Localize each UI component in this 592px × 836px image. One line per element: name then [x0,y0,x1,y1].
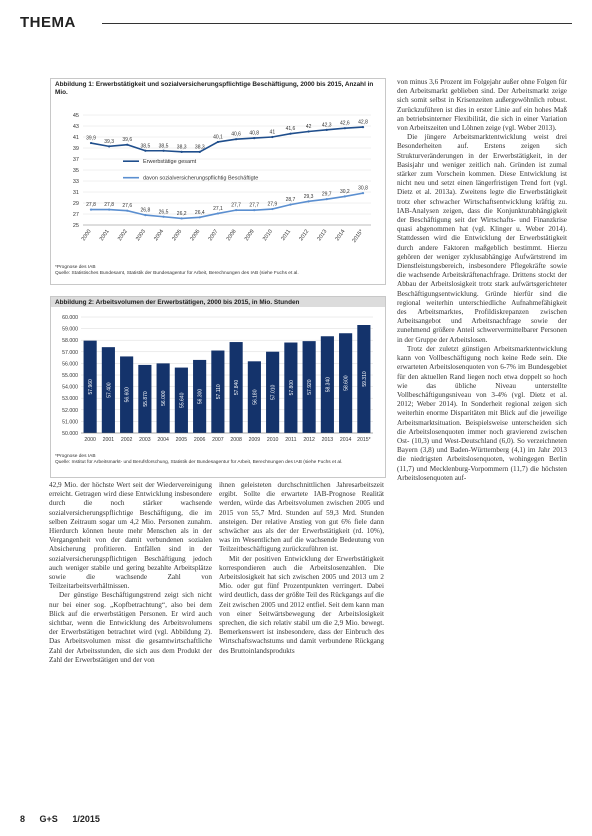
x-tick-label: 2003 [139,437,151,443]
figure-1-title: Abbildung 1: Erwerbstätigkeit und sozialversicherungspflichtige Beschäftigung, 2000 bis 2015, Anzahl in Mio. [55,81,374,96]
data-label: 27,8 [104,202,115,209]
data-label: 40,6 [231,131,241,138]
y-tick-label: 59.000 [62,326,78,333]
x-tick-label: 2003 [135,228,148,243]
data-label: 39,6 [122,137,133,144]
x-tick-label: 2000 [80,228,93,243]
journal-name: G+S [39,814,58,824]
x-tick-label: 2011 [280,228,293,242]
data-label: 42,8 [358,119,368,126]
x-tick-label: 2005 [171,228,184,243]
y-tick-label: 54.000 [62,384,78,391]
x-tick-label: 2014 [339,437,352,443]
data-label: 28,7 [285,197,296,204]
page-header [20,14,575,31]
data-label: 40,1 [213,134,223,141]
x-tick-label: 2001 [98,228,111,243]
bar-value-label: 58.340 [325,376,332,393]
text-column-right [397,78,567,483]
data-point [108,145,110,147]
data-point [108,209,110,211]
paragraph: Die jüngere Arbeitsmarktentwicklung weist drei Besonderheiten auf. Erstens zeigen sich Strukturveränderungen in der Erwerbstätigkeit, in der Basisjahr und weniger zeitlich nah. Gründen ist zumal stärker zum Vorschein kommen. Diese Entwicklung ist nicht neu und setzt einen längerfristigen Trend fort (vgl. Dietz et al. 2013a). Zweitens legte die Erwerbstätigkeit trotz eher schwacher Wirtschaftsentwicklung kräftig zu. IAB-Analysen zeigen, dass die Konjunkturabhängigkeit der Beschäftigung seit der Wirtschafts- und Finanzkrise quasi abgenommen hat (vgl. Klinger u. Weber 2014). Stattdessen wird die Entwicklung der Erwerbstätigkeit durch andere Faktoren maßgeblich bestimmt. Hierzu gehören der weniger zyklusabhängige Aufwärtstrend im Dienstleistungsbereich, insbesondere Pflegekräfte sowie die wachsende Arbeitskräftenachfrage. Drittens stockt der Abbau der Arbeitslosigkeit trotz stark aufwärtsgerichteter Beschäftigungsentwicklung. Gründe hierfür sind die regional weiterhin unterschiedliche Aufnahmefähigkeit des Arbeitsmarktes, Profildiskrepanzen zwischen Arbeitsangebot und Arbeitsnachfrage sowie der zunehmend größere Anteil schwervermittelbarer Personen in der Gruppe der Arbeitslosen. [397,133,567,344]
x-tick-label: 2013 [321,437,334,443]
data-label: 42,6 [339,120,350,127]
figure-2-title: Abbildung 2: Arbeitsvolumen der Erwerbstätigen, 2000 bis 2015, in Mio. Stunden [51,297,385,307]
data-point [144,150,146,152]
data-point [144,214,146,216]
data-point [181,151,183,153]
bar-value-label: 57.840 [234,379,241,396]
data-label: 27,8 [86,202,96,209]
paragraph: 42,9 Mio. der höchste Wert seit der Wiedervereinigung erreicht. Getragen wird diese Entwicklung insbesondere durch die noch stärker wachsende sozialversicherungspflichtige Beschäftigung, die im selben Zeitraum sogar um 4,2 Mio. Personen zunahm. Hierdurch können heute mehr Menschen als in der Vergangenheit von der damit verbundenen sozialen Absicherung profitieren. Entfällen sind in der sozialversicherungspflichtigen Beschäftigung jedoch auch weniger stabile und gering bezahlte Arbeitsplätze sowie die wachsende Zahl von Teilzeitarbeitsverhältnissen. [49,481,212,591]
bar-value-label: 57.110 [215,384,222,400]
x-tick-label: 2010 [262,228,274,243]
x-tick-label: 2007 [212,437,224,443]
x-tick-label: 2012 [298,228,311,243]
y-tick-label: 57.000 [62,349,78,356]
data-label: 26,4 [194,209,205,216]
data-label: 29,3 [303,193,314,200]
bar-chart [51,307,385,449]
data-label: 30,8 [358,185,368,192]
x-tick-label: 2001 [102,437,115,443]
data-label: 27,7 [231,202,241,209]
y-tick-label: 51.000 [62,419,78,426]
data-point [126,144,128,146]
y-tick-label: 31 [72,190,79,196]
data-label: 41 [269,129,276,136]
data-point [344,127,346,129]
y-tick-label: 27 [72,212,79,218]
legend-label: davon sozialversicherungspflichtig Beschäftigte [143,175,259,182]
x-tick-label: 2013 [316,228,329,243]
data-label: 27,9 [267,201,278,208]
x-tick-label: 2006 [193,437,206,443]
figure-1 [50,78,386,285]
paragraph: Trotz der zuletzt günstigen Arbeitsmarktentwicklung kann von Vollbeschäftigung noch keine Rede sein. Die erwarteten Arbeitslosenquoten von 6-7% im Bundesgebiet für den aktuellen Rand liegen noch etwa doppelt so hoch wie das übliche Niveau unterstellte Vollbeschäftigungsniveau von 3-4% (vgl. Dietz et al. 2012; Weber 2014). In Sonderheit regional zeigen sich weiterhin enorme Disparitäten mit Blick auf die jeweilige Arbeitsmarktsituation. Beispielsweise unterscheiden sich die Arbeitslosenquoten immer noch gravierend zwischen Ost- (10,3) und West-Deutschland (6,0). So verzeichneten Bayern (3,8) und Baden-Württemberg (4,1) im Jahr 2013 die niedrigsten Arbeitslosenquoten, wohingegen Berlin (11,7) und Mecklenburg-Vorpommern (11,7) die höchsten Arbeitslosenquoten auf- [397,344,567,482]
data-point [253,137,255,139]
data-point [162,150,164,152]
bar-value-label: 58.600 [343,375,350,391]
data-label: 30,2 [339,188,350,195]
x-tick-label: 2015* [357,437,371,443]
data-point [162,216,164,218]
data-point [308,200,310,202]
bar-value-label: 59.310 [361,371,368,387]
x-tick-label: 2006 [189,228,202,243]
x-tick-label: 2012 [303,437,315,443]
page-number: 8 [20,814,26,824]
figure-1-source: Quelle: Statistisches Bundesamt, Statistik der Bundesagentur für Arbeit, Berechnungen des IAB (siehe Fuchs et al. [55,271,299,276]
y-tick-label: 35 [72,168,79,174]
header-rule [102,23,572,24]
y-tick-label: 55.000 [62,373,78,379]
data-point [253,209,255,211]
data-label: 39,3 [104,138,115,145]
section-title: THEMA [20,14,76,31]
data-label: 27,7 [249,202,260,209]
data-point [344,195,346,197]
data-label: 41,6 [285,126,296,133]
data-point [199,151,201,153]
y-tick-label: 56.000 [62,361,78,368]
paragraph: Der günstige Beschäftigungstrend zeigt sich nicht nur bei einer sog. „Kopfbetrachtung“, also bei dem Blick auf die erwerbstätigen Personen. Er wird auch sichtbar, wenn die Entwicklung des Arbeitsvolumens der Erwerbstätigen betrachtet wird (vgl. Abbildung 2). Das Arbeitsvolumen misst die gesamtwirtschaftliche Zahl der Arbeitsstunden, die sich aus dem Produkt der Zahl der Erwerbstätigen und der von [49,591,212,664]
data-point [289,204,291,206]
paragraph: ihnen geleisteten durchschnittlichen Jahresarbeitszeit ergibt. Sollte die erwartete IAB-Prognose Realität werden, würde das Arbeitsvolumen zwischen 2005 und 2015 von 55,7 Mrd. Stunden auf 59,3 Mrd. Stunden ansteigen. Der relative Anstieg von gut 6% fiele dann schwächer aus als der der Erwerbstätigkeit (rd. 10%), was im Wesentlichen auf die wachsende Bedeutung von Teilzeitbeschäftigung zurückzuführen ist. [219,481,384,554]
figure-2-source: Quelle: Institut für Arbeitsmarkt- und Berufsforschung, Statistik der Bundesagentur für Arbeit, Berechnungen des IAB (siehe Fuchs et al. [55,460,343,465]
issue-number: 1/2015 [72,814,100,824]
y-tick-label: 50.000 [62,431,78,437]
x-tick-label: 2009 [243,228,256,243]
data-label: 42 [305,124,312,130]
y-tick-label: 37 [72,157,79,163]
y-tick-label: 52.000 [62,407,78,414]
legend-label: Erwerbstätige gesamt [143,159,197,166]
data-label: 38,5 [158,143,169,150]
text-column-left [49,481,212,665]
bar-value-label: 55.640 [179,392,186,408]
x-tick-label: 2007 [207,228,220,243]
data-point [326,129,328,131]
data-point [308,130,310,132]
data-label: 39,9 [86,135,96,142]
x-tick-label: 2015* [351,228,365,244]
bar-value-label: 56.300 [197,388,204,405]
y-tick-label: 43 [72,124,79,130]
data-label: 40,8 [249,130,260,137]
data-point [362,192,364,194]
y-tick-label: 25 [72,223,79,229]
data-point [326,198,328,200]
paragraph: von minus 3,6 Prozent im Folgejahr außer ohne Folgen für den Arbeitsmarkt geblieben sind. Der Arbeitsmarkt zeige sich somit selbst in Krisenzeiten außergewöhnlich robust. Zurückzuführen ist dies in erster Linie auf ein hohes Maß an betriebsinterner Flexibilität, die sich in einer Variation von Arbeitszeiten und Löhnen zeige (vgl. Weber 2013). [397,78,567,133]
data-label: 42,3 [321,122,332,129]
data-point [235,138,237,140]
bar-value-label: 57.920 [307,379,314,395]
y-tick-label: 33 [72,179,79,185]
data-label: 27,1 [213,205,223,212]
y-tick-label: 58.000 [62,338,78,345]
x-tick-label: 2002 [120,437,133,443]
data-point [181,217,183,219]
data-point [217,212,219,214]
x-tick-label: 2014 [334,228,347,243]
data-label: 27,6 [122,203,133,210]
x-tick-label: 2004 [157,437,169,443]
data-point [362,126,364,128]
paragraph: Mit der positiven Entwicklung der Erwerbstätigkeit korrespondieren auch die Arbeitslosenzahlen. Die Arbeitslosigkeit hat sich zwischen 2005 und 2013 um 2 Mio. oder gut fünf Prozentpunkten verringert. Dabei wird deutlich, dass der größte Teil des Rückgangs auf die Zeit zwischen 2005 und 2012 entfiel. Seit dem kann man von einer Seitwärtsbewegung der Arbeitslosigkeit sprechen, die sich relativ stabil um die 2,9 Mio. bewegt. Bemerkenswert ist insbesondere, dass der Einbruch des Wirtschaftswachstums und damit verbundene Rückgang des Bruttoinlandsprodukts [219,554,384,655]
x-tick-label: 2000 [84,437,96,443]
y-tick-label: 45 [72,113,79,119]
data-label: 38,3 [176,144,187,151]
bar-value-label: 56.000 [161,390,168,406]
figure-2 [50,296,386,478]
data-point [271,208,273,210]
data-label: 26,2 [176,210,187,217]
bar-value-label: 57.010 [270,384,277,400]
data-label: 38,5 [140,143,151,150]
data-point [199,216,201,218]
data-point [235,209,237,211]
y-tick-label: 41 [72,135,79,141]
data-point [126,210,128,212]
y-tick-label: 39 [72,146,79,152]
x-tick-label: 2004 [153,228,166,243]
data-label: 26,5 [158,209,169,216]
figure-1-note: *Prognose des IAB [55,265,96,270]
y-tick-label: 29 [72,201,79,207]
x-tick-label: 2002 [116,228,129,243]
data-point [271,136,273,138]
bar-value-label: 55.870 [142,391,149,407]
x-tick-label: 2008 [230,437,242,443]
line-chart [51,97,385,260]
bar-value-label: 57.400 [106,382,113,398]
x-tick-label: 2011 [285,437,297,443]
text-column-middle [219,481,384,656]
y-tick-label: 53.000 [62,396,78,403]
bar-value-label: 57.960 [88,379,95,395]
bar-value-label: 57.800 [288,380,295,396]
x-tick-label: 2008 [225,228,238,243]
figure-2-note: *Prognose des IAB [55,454,96,459]
bar-value-label: 56.180 [252,389,259,405]
bar-value-label: 56.600 [124,387,131,403]
x-tick-label: 2009 [248,437,261,443]
data-label: 26,8 [140,207,151,214]
x-tick-label: 2005 [175,437,188,443]
x-tick-label: 2010 [266,437,279,443]
data-point [289,133,291,135]
data-label: 29,7 [321,191,332,198]
y-tick-label: 60.000 [62,315,78,321]
data-point [217,141,219,143]
page-footer [20,814,575,824]
data-point [90,209,92,211]
data-label: 38,3 [194,144,205,151]
data-point [90,142,92,144]
